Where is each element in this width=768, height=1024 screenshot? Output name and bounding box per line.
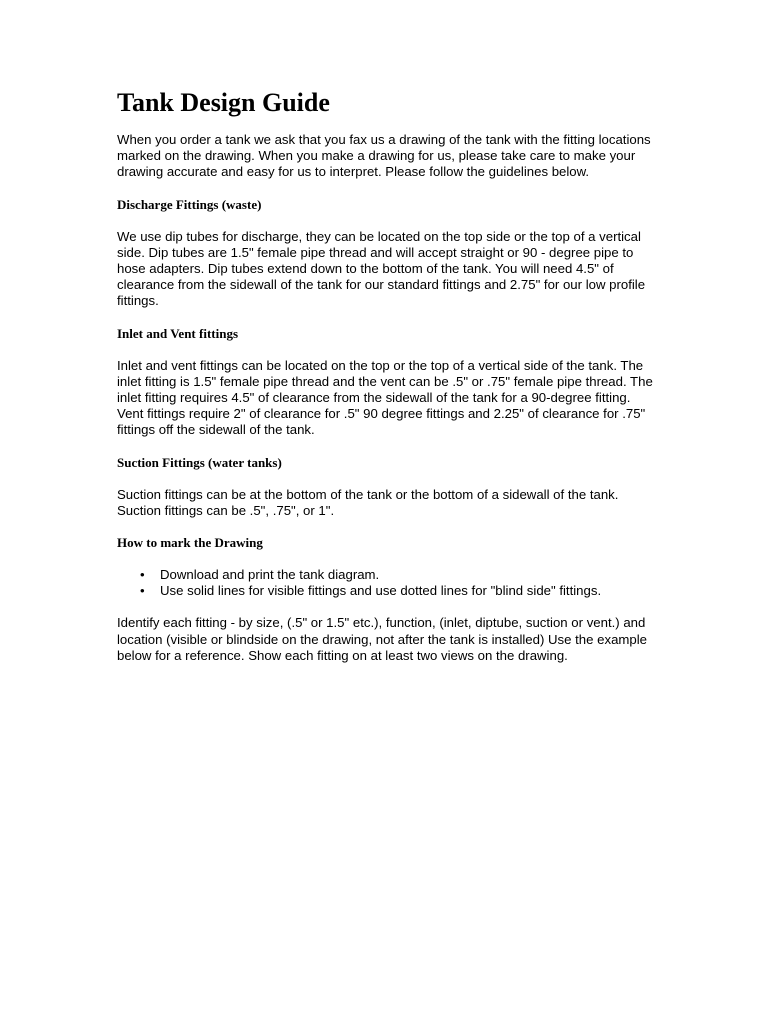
list-item xyxy=(140,567,657,583)
list-item xyxy=(140,583,657,599)
section-body-discharge: We use dip tubes for discharge, they can be located on the top side or the top of a vertical side. Dip tubes are 1.5" female pipe thread and will accept straight or 90 - degree pipe to hose adapters. Dip tubes extend down to the bottom of the tank. You will need 4.5" of clearance from the sidewall of the tank for our standard fittings and 2.75" for our low profile fittings. xyxy=(117,228,646,309)
closing-paragraph: Identify each fitting - by size, (.5" or 1.5" etc.), function, (inlet, diptube, suction or vent.) and location (visible or blindside on the drawing, not after the tank is installed) Use the example below for a reference. Show each fitting on at least two views on the drawing. xyxy=(117,615,647,663)
list-item-text: Download and print the tank diagram. xyxy=(160,567,380,583)
document-content xyxy=(117,88,657,680)
section-body-suction: Suction fittings can be at the bottom of the tank or the bottom of a sidewall of the tank. Suction fittings can be .5", .75", or 1". xyxy=(117,486,619,518)
section-body-inlet-vent: Inlet and vent fittings can be located on the top or the top of a vertical side of the tank. The inlet fitting is 1.5" female pipe thread and the vent can be .5" or .75" female pipe thread. The inlet fitting requires 4.5" of clearance from the sidewall of the tank for a 90-degree fitting. Vent fittings require 2" of clearance for .5" 90 degree fittings and 2.25" of clearance for .75" fittings off the sidewall of the tank. xyxy=(117,357,653,438)
page-title: Tank Design Guide xyxy=(117,88,330,117)
intro-paragraph: When you order a tank we ask that you fax us a drawing of the tank with the fitting locations marked on the drawing. When you make a drawing for us, please take care to make your drawing accurate and easy for us to interpret. Please follow the guidelines below. xyxy=(117,132,651,180)
bullet-icon: • xyxy=(140,567,145,583)
instruction-list xyxy=(117,567,657,599)
list-item-text: Use solid lines for visible fittings and use dotted lines for "blind side" fittings. xyxy=(160,583,602,599)
bullet-icon: • xyxy=(140,583,145,599)
section-heading-inlet-vent: Inlet and Vent fittings xyxy=(117,325,238,341)
section-heading-marking: How to mark the Drawing xyxy=(117,535,263,551)
section-heading-discharge: Discharge Fittings (waste) xyxy=(117,196,262,212)
section-heading-suction: Suction Fittings (water tanks) xyxy=(117,454,282,470)
